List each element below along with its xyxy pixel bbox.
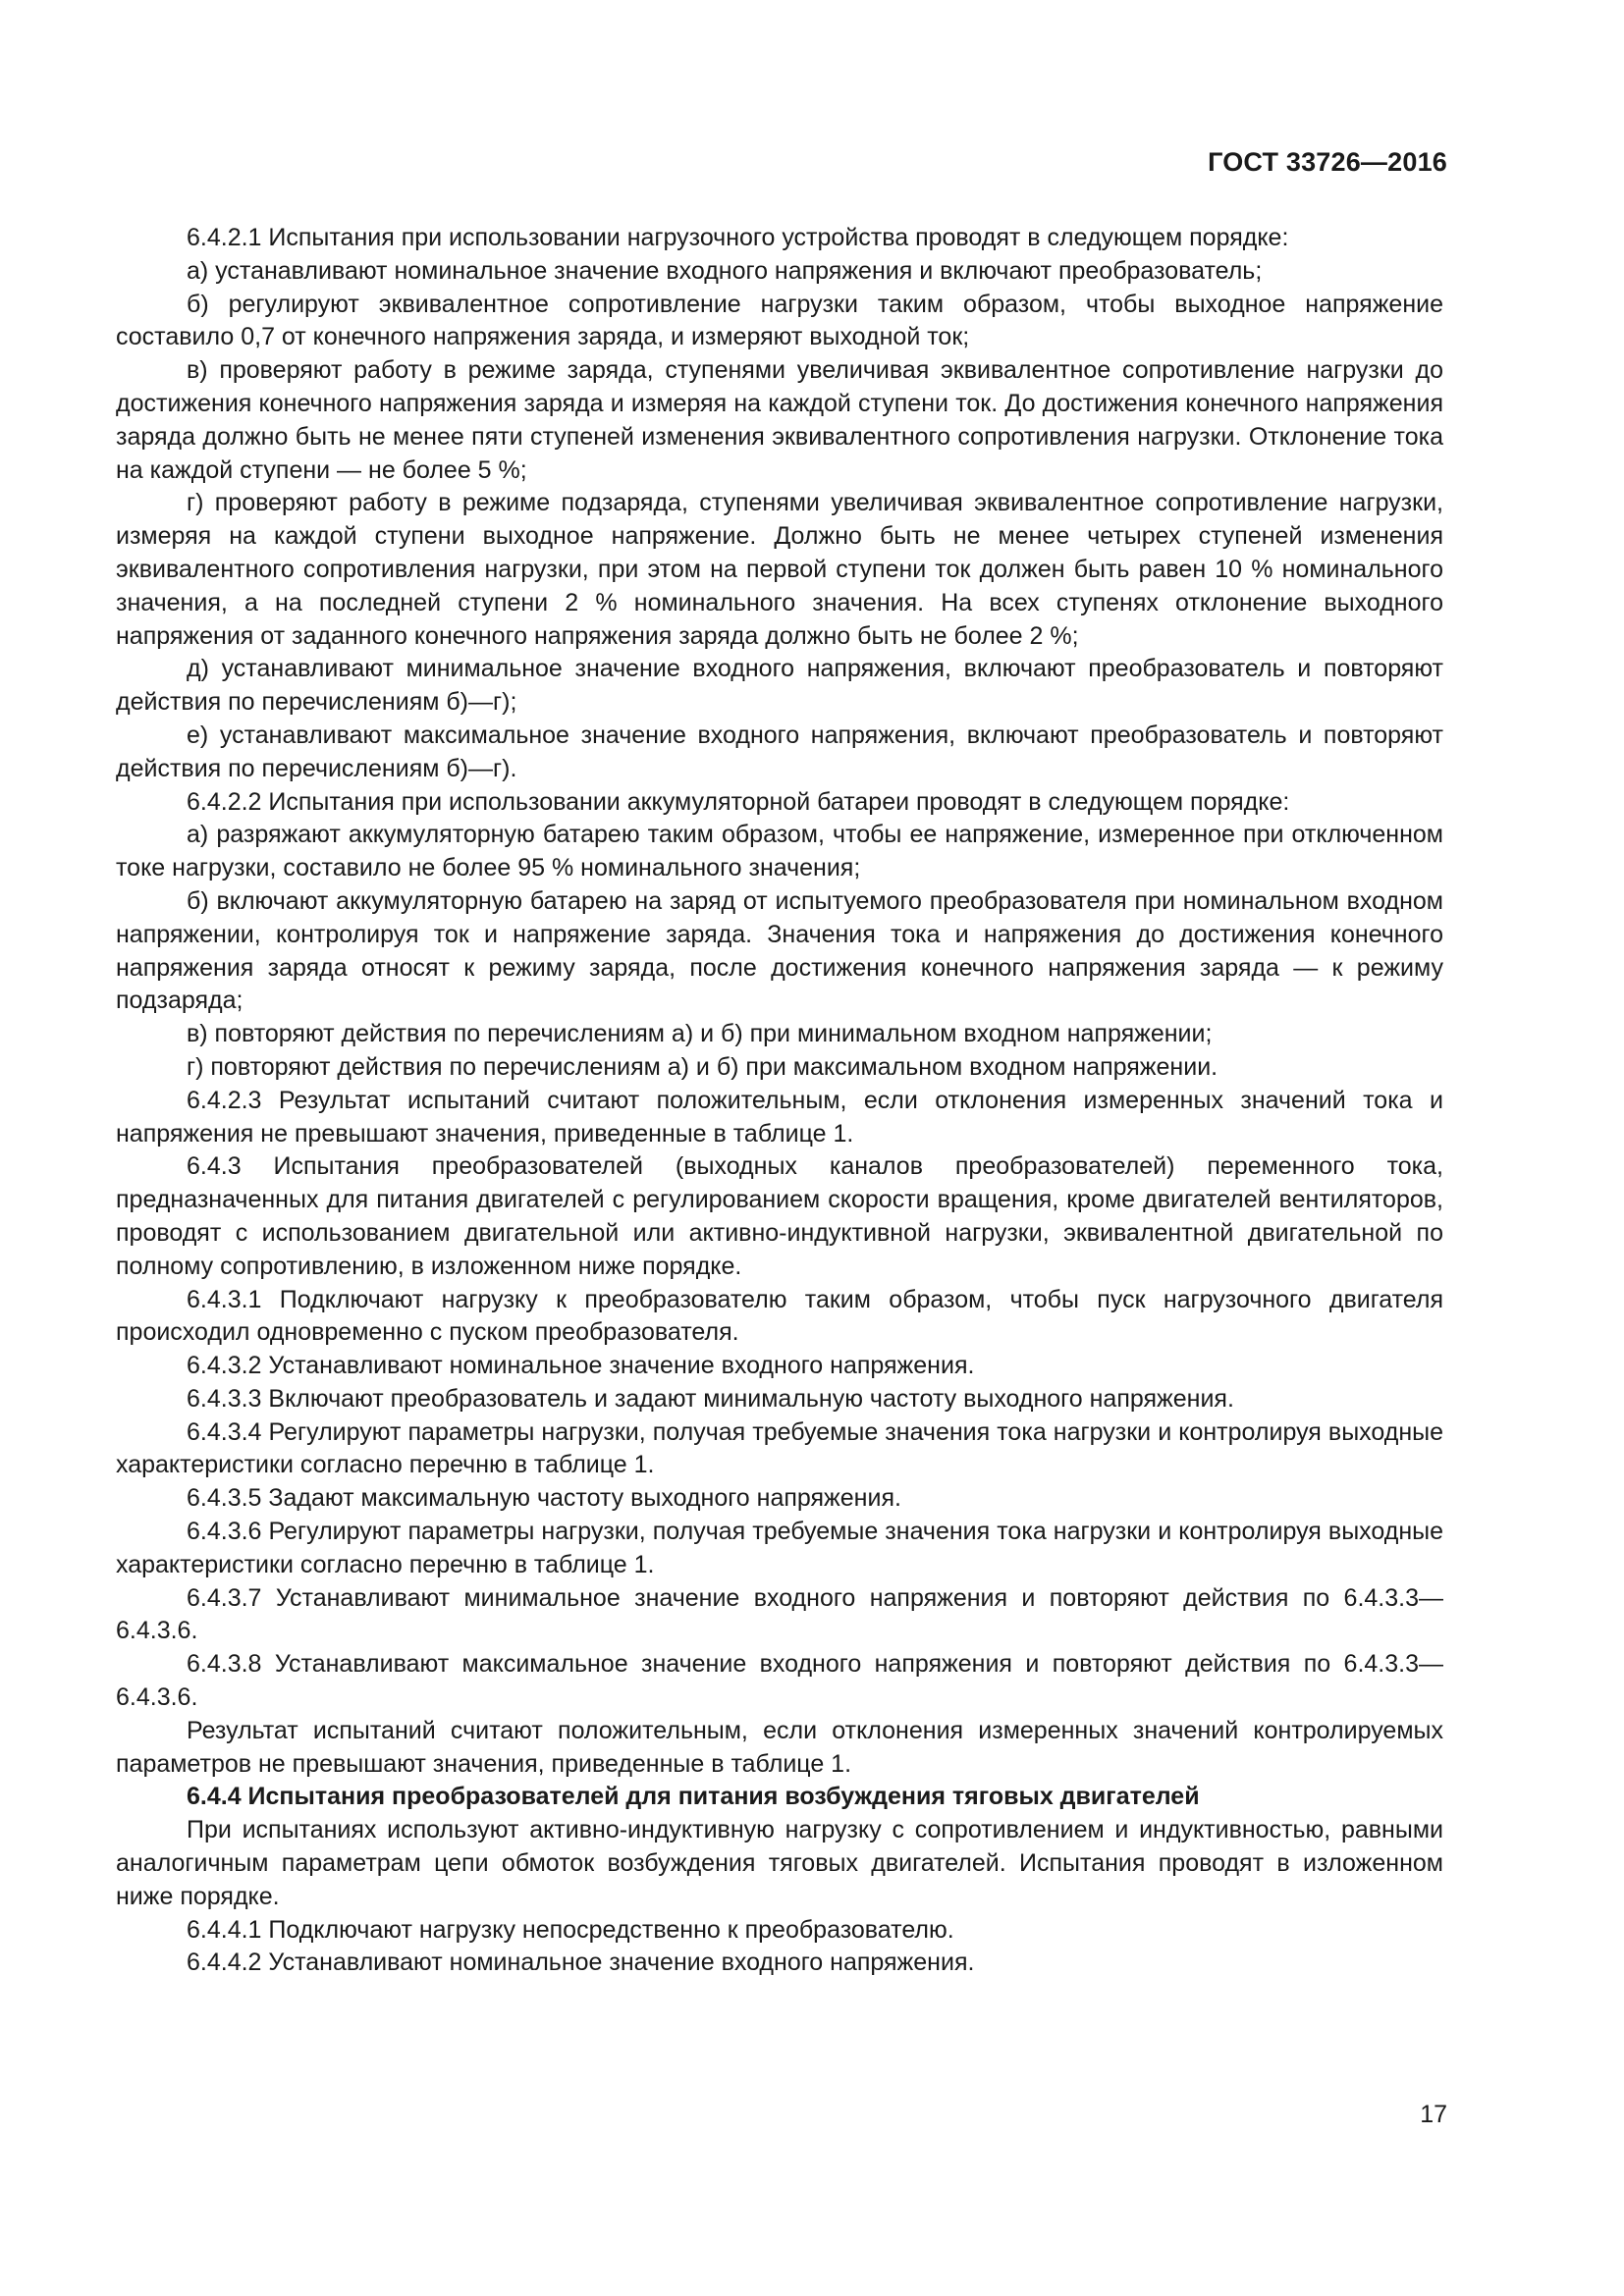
paragraph: Результат испытаний считают положительным, если отклонения измеренных значений контролируемых параметров не превышают значения, приведенные в таблице 1. bbox=[116, 1716, 1443, 1778]
paragraph: в) повторяют действия по перечислениям а) и б) при минимальном входном напряжении; bbox=[187, 1020, 1213, 1048]
document-header: ГОСТ 33726—2016 bbox=[1208, 147, 1447, 177]
paragraph: 6.4.3.5 Задают максимальную частоту выходного напряжения. bbox=[187, 1484, 901, 1513]
paragraph: 6.4.4.2 Устанавливают номинальное значение входного напряжения. bbox=[187, 1949, 975, 1977]
paragraph: 6.4.3.1 Подключают нагрузку к преобразователю таким образом, чтобы пуск нагрузочного двигателя происходил одновременно с пуском преобразователя. bbox=[116, 1285, 1443, 1347]
paragraph: 6.4.2.1 Испытания при использовании нагрузочного устройства проводят в следующем порядке: bbox=[187, 224, 1289, 251]
paragraph: 6.4.3.4 Регулируют параметры нагрузки, получая требуемые значения тока нагрузки и контролируя выходные характеристики согласно перечню в таблице 1. bbox=[116, 1417, 1443, 1479]
paragraph: е) устанавливают максимальное значение входного напряжения, включают преобразователь и повторяют действия по перечислениям б)—г). bbox=[116, 721, 1443, 782]
paragraph: а) разряжают аккумуляторную батарею таким образом, чтобы ее напряжение, измеренное при отключенном токе нагрузки, составило не более 95 % номинального значения; bbox=[116, 821, 1443, 882]
paragraph: 6.4.2.2 Испытания при использовании аккумуляторной батареи проводят в следующем порядке: bbox=[187, 787, 1290, 816]
paragraph: 6.4.3.7 Устанавливают минимальное значение входного напряжения и повторяют действия по 6.4.3.3—6.4.3.6. bbox=[116, 1583, 1443, 1645]
section-heading: 6.4.4 Испытания преобразователей для питания возбуждения тяговых двигателей bbox=[187, 1783, 1200, 1811]
paragraph: 6.4.3.3 Включают преобразователь и задают минимальную частоту выходного напряжения. bbox=[187, 1384, 1234, 1413]
document-body bbox=[116, 222, 1443, 1980]
paragraph: г) повторяют действия по перечислениям а) и б) при максимальном входном напряжении. bbox=[187, 1052, 1218, 1081]
paragraph: 6.4.4.1 Подключают нагрузку непосредственно к преобразователю. bbox=[187, 1915, 954, 1944]
paragraph: а) устанавливают номинальное значение входного напряжения и включают преобразователь; bbox=[187, 256, 1263, 285]
paragraph: 6.4.3 Испытания преобразователей (выходных каналов преобразователей) переменного тока, предназначенных для питания двигателей с регулированием скорости вращения, кроме двигателей вентиляторов, проводят с использованием двигательной или активно-индуктивной нагрузки, эквивалентной двигательной по полному сопротивлению, в изложенном ниже порядке. bbox=[116, 1152, 1443, 1280]
paragraph: 6.4.3.2 Устанавливают номинальное значение входного напряжения. bbox=[187, 1352, 975, 1380]
paragraph: б) включают аккумуляторную батарею на заряд от испытуемого преобразователя при номинальном входном напряжении, контролируя ток и напряжение заряда. Значения тока и напряжения до достижения конечного напряжения заряда относят к режиму заряда, после достижения конечного напряжения заряда — к режиму подзаряда; bbox=[116, 886, 1443, 1015]
paragraph: д) устанавливают минимальное значение входного напряжения, включают преобразователь и повторяют действия по перечислениям б)—г); bbox=[116, 655, 1443, 717]
page-number: 17 bbox=[1420, 2101, 1447, 2128]
paragraph: 6.4.2.3 Результат испытаний считают положительным, если отклонения измеренных значений тока и напряжения не превышают значения, приведенные в таблице 1. bbox=[116, 1086, 1443, 1148]
paragraph: в) проверяют работу в режиме заряда, ступенями увеличивая эквивалентное сопротивление нагрузки до достижения конечного напряжения заряда и измеряя на каждой ступени ток. До достижения конечного напряжения заряда должно быть не менее пяти ступеней изменения эквивалентного сопротивления нагрузки. Отклонение тока на каждой ступени — не более 5 %; bbox=[116, 356, 1443, 484]
paragraph: При испытаниях используют активно-индуктивную нагрузку с сопротивлением и индуктивностью, равными аналогичным параметрам цепи обмоток возбуждения тяговых двигателей. Испытания проводят в изложенном ниже порядке. bbox=[116, 1816, 1443, 1910]
paragraph: 6.4.3.8 Устанавливают максимальное значение входного напряжения и повторяют действия по 6.4.3.3—6.4.3.6. bbox=[116, 1650, 1443, 1712]
paragraph: г) проверяют работу в режиме подзаряда, ступенями увеличивая эквивалентное сопротивление нагрузки, измеряя на каждой ступени выходное напряжение. Должно быть не менее четырех ступеней изменения эквивалентного сопротивления нагрузки, при этом на первой ступени ток должен быть равен 10 % номинального значения, а на последней ступени 2 % номинального значения. На всех ступенях отклонение выходного напряжения от заданного конечного напряжения заряда должно быть не более 2 %; bbox=[116, 489, 1443, 650]
paragraph: 6.4.3.6 Регулируют параметры нагрузки, получая требуемые значения тока нагрузки и контролируя выходные характеристики согласно перечню в таблице 1. bbox=[116, 1518, 1443, 1578]
paragraph: б) регулируют эквивалентное сопротивление нагрузки таким образом, чтобы выходное напряжение составило 0,7 от конечного напряжения заряда, и измеряют выходной ток; bbox=[116, 290, 1443, 351]
